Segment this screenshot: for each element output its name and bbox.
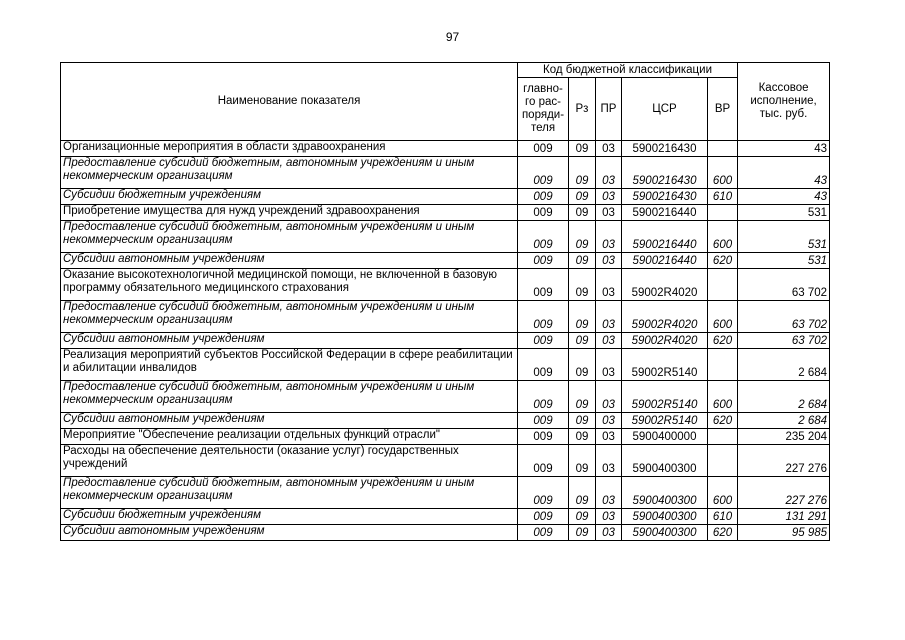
row-rz: 09 (569, 509, 596, 525)
row-amount: 43 (738, 157, 830, 189)
row-vr: 620 (708, 253, 738, 269)
header-csr: ЦСР (622, 78, 708, 141)
row-csr: 5900400300 (622, 509, 708, 525)
row-name: Субсидии бюджетным учреждениям (61, 509, 518, 525)
row-amount: 63 702 (738, 333, 830, 349)
header-vr: ВР (708, 78, 738, 141)
row-rz: 09 (569, 189, 596, 205)
row-rz: 09 (569, 445, 596, 477)
row-csr: 59002R4020 (622, 301, 708, 333)
row-amount: 531 (738, 221, 830, 253)
row-rz: 09 (569, 413, 596, 429)
row-csr: 59002R5140 (622, 349, 708, 381)
row-gr: 009 (518, 221, 569, 253)
row-name: Субсидии автономным учреждениям (61, 333, 518, 349)
row-amount: 531 (738, 253, 830, 269)
row-vr (708, 269, 738, 301)
row-rz: 09 (569, 477, 596, 509)
row-rz: 09 (569, 157, 596, 189)
row-name: Оказание высокотехнологичной медицинской помощи, не включенной в базовую программу обязательного медицинского страхования (61, 269, 518, 301)
row-amount: 227 276 (738, 477, 830, 509)
row-vr: 600 (708, 381, 738, 413)
row-pr: 03 (596, 253, 622, 269)
row-rz: 09 (569, 429, 596, 445)
row-rz: 09 (569, 333, 596, 349)
table-row (61, 429, 830, 445)
row-csr: 5900400300 (622, 525, 708, 541)
row-rz: 09 (569, 381, 596, 413)
row-amount: 2 684 (738, 349, 830, 381)
header-rz: Рз (569, 78, 596, 141)
row-amount: 227 276 (738, 445, 830, 477)
row-pr: 03 (596, 445, 622, 477)
row-csr: 5900400300 (622, 445, 708, 477)
row-amount: 131 291 (738, 509, 830, 525)
row-rz: 09 (569, 301, 596, 333)
row-gr: 009 (518, 413, 569, 429)
row-csr: 59002R5140 (622, 413, 708, 429)
row-csr: 5900216430 (622, 157, 708, 189)
header-pr: ПР (596, 78, 622, 141)
row-amount: 2 684 (738, 413, 830, 429)
row-csr: 59002R4020 (622, 269, 708, 301)
table-row (61, 301, 830, 333)
row-gr: 009 (518, 269, 569, 301)
row-pr: 03 (596, 477, 622, 509)
row-gr: 009 (518, 253, 569, 269)
table-header (61, 63, 830, 141)
table-row (61, 381, 830, 413)
row-rz: 09 (569, 221, 596, 253)
row-name: Предоставление субсидий бюджетным, автономным учреждениям и иным некоммерческим организациям (61, 477, 518, 509)
row-vr (708, 141, 738, 157)
row-csr: 5900216440 (622, 205, 708, 221)
row-name: Субсидии бюджетным учреждениям (61, 189, 518, 205)
row-pr: 03 (596, 429, 622, 445)
row-name: Субсидии автономным учреждениям (61, 413, 518, 429)
row-name: Организационные мероприятия в области здравоохранения (61, 141, 518, 157)
row-name: Реализация мероприятий субъектов Российской Федерации в сфере реабилитации и абилитации инвалидов (61, 349, 518, 381)
table-row (61, 157, 830, 189)
row-pr: 03 (596, 509, 622, 525)
row-csr: 5900216440 (622, 221, 708, 253)
row-vr: 600 (708, 477, 738, 509)
row-csr: 5900400000 (622, 429, 708, 445)
row-vr: 600 (708, 221, 738, 253)
row-gr: 009 (518, 525, 569, 541)
table-row (61, 253, 830, 269)
row-name: Предоставление субсидий бюджетным, автономным учреждениям и иным некоммерческим организациям (61, 301, 518, 333)
row-vr: 600 (708, 157, 738, 189)
row-name: Субсидии автономным учреждениям (61, 525, 518, 541)
row-amount: 63 702 (738, 269, 830, 301)
row-amount: 63 702 (738, 301, 830, 333)
row-vr: 620 (708, 413, 738, 429)
row-csr: 5900216430 (622, 189, 708, 205)
row-amount: 2 684 (738, 381, 830, 413)
row-pr: 03 (596, 525, 622, 541)
row-pr: 03 (596, 269, 622, 301)
row-gr: 009 (518, 445, 569, 477)
row-vr (708, 445, 738, 477)
table-row (61, 525, 830, 541)
row-vr: 620 (708, 525, 738, 541)
table-body (61, 141, 830, 541)
row-amount: 43 (738, 189, 830, 205)
row-pr: 03 (596, 349, 622, 381)
row-vr: 610 (708, 509, 738, 525)
row-rz: 09 (569, 253, 596, 269)
row-rz: 09 (569, 525, 596, 541)
row-pr: 03 (596, 333, 622, 349)
row-gr: 009 (518, 477, 569, 509)
row-pr: 03 (596, 413, 622, 429)
row-gr: 009 (518, 141, 569, 157)
row-gr: 009 (518, 349, 569, 381)
row-vr (708, 349, 738, 381)
row-name: Предоставление субсидий бюджетным, автономным учреждениям и иным некоммерческим организациям (61, 221, 518, 253)
row-rz: 09 (569, 205, 596, 221)
header-gr: главно-го рас-поряди-теля (518, 78, 569, 141)
row-pr: 03 (596, 157, 622, 189)
row-csr: 5900216440 (622, 253, 708, 269)
row-rz: 09 (569, 269, 596, 301)
header-cash-execution: Кассовое исполнение, тыс. руб. (738, 63, 830, 141)
row-pr: 03 (596, 141, 622, 157)
row-name: Мероприятие "Обеспечение реализации отдельных функций отрасли" (61, 429, 518, 445)
row-gr: 009 (518, 301, 569, 333)
header-indicator-name: Наименование показателя (61, 63, 518, 141)
row-csr: 5900216430 (622, 141, 708, 157)
row-gr: 009 (518, 509, 569, 525)
row-gr: 009 (518, 333, 569, 349)
row-name: Приобретение имущества для нужд учреждений здравоохранения (61, 205, 518, 221)
row-pr: 03 (596, 221, 622, 253)
page-number: 97 (445, 30, 460, 44)
budget-table (60, 62, 830, 541)
table-row (61, 445, 830, 477)
row-csr: 5900400300 (622, 477, 708, 509)
row-gr: 009 (518, 189, 569, 205)
table-row (61, 189, 830, 205)
row-rz: 09 (569, 349, 596, 381)
table-row (61, 141, 830, 157)
table-row (61, 349, 830, 381)
row-amount: 43 (738, 141, 830, 157)
row-gr: 009 (518, 205, 569, 221)
row-vr (708, 205, 738, 221)
row-pr: 03 (596, 205, 622, 221)
row-pr: 03 (596, 381, 622, 413)
row-pr: 03 (596, 301, 622, 333)
table-row (61, 221, 830, 253)
row-name: Предоставление субсидий бюджетным, автономным учреждениям и иным некоммерческим организациям (61, 381, 518, 413)
table-row (61, 333, 830, 349)
row-name: Субсидии автономным учреждениям (61, 253, 518, 269)
row-pr: 03 (596, 189, 622, 205)
row-gr: 009 (518, 381, 569, 413)
table-row (61, 413, 830, 429)
table-row (61, 269, 830, 301)
row-vr: 600 (708, 301, 738, 333)
row-amount: 95 985 (738, 525, 830, 541)
row-csr: 59002R4020 (622, 333, 708, 349)
row-gr: 009 (518, 429, 569, 445)
row-gr: 009 (518, 157, 569, 189)
row-amount: 531 (738, 205, 830, 221)
row-rz: 09 (569, 141, 596, 157)
table-row (61, 205, 830, 221)
header-classification-code: Код бюджетной классификации (518, 63, 738, 78)
table-row (61, 509, 830, 525)
row-vr (708, 429, 738, 445)
row-amount: 235 204 (738, 429, 830, 445)
row-csr: 59002R5140 (622, 381, 708, 413)
row-name: Предоставление субсидий бюджетным, автономным учреждениям и иным некоммерческим организациям (61, 157, 518, 189)
row-name: Расходы на обеспечение деятельности (оказание услуг) государственных учреждений (61, 445, 518, 477)
table-row (61, 477, 830, 509)
row-vr: 610 (708, 189, 738, 205)
row-vr: 620 (708, 333, 738, 349)
